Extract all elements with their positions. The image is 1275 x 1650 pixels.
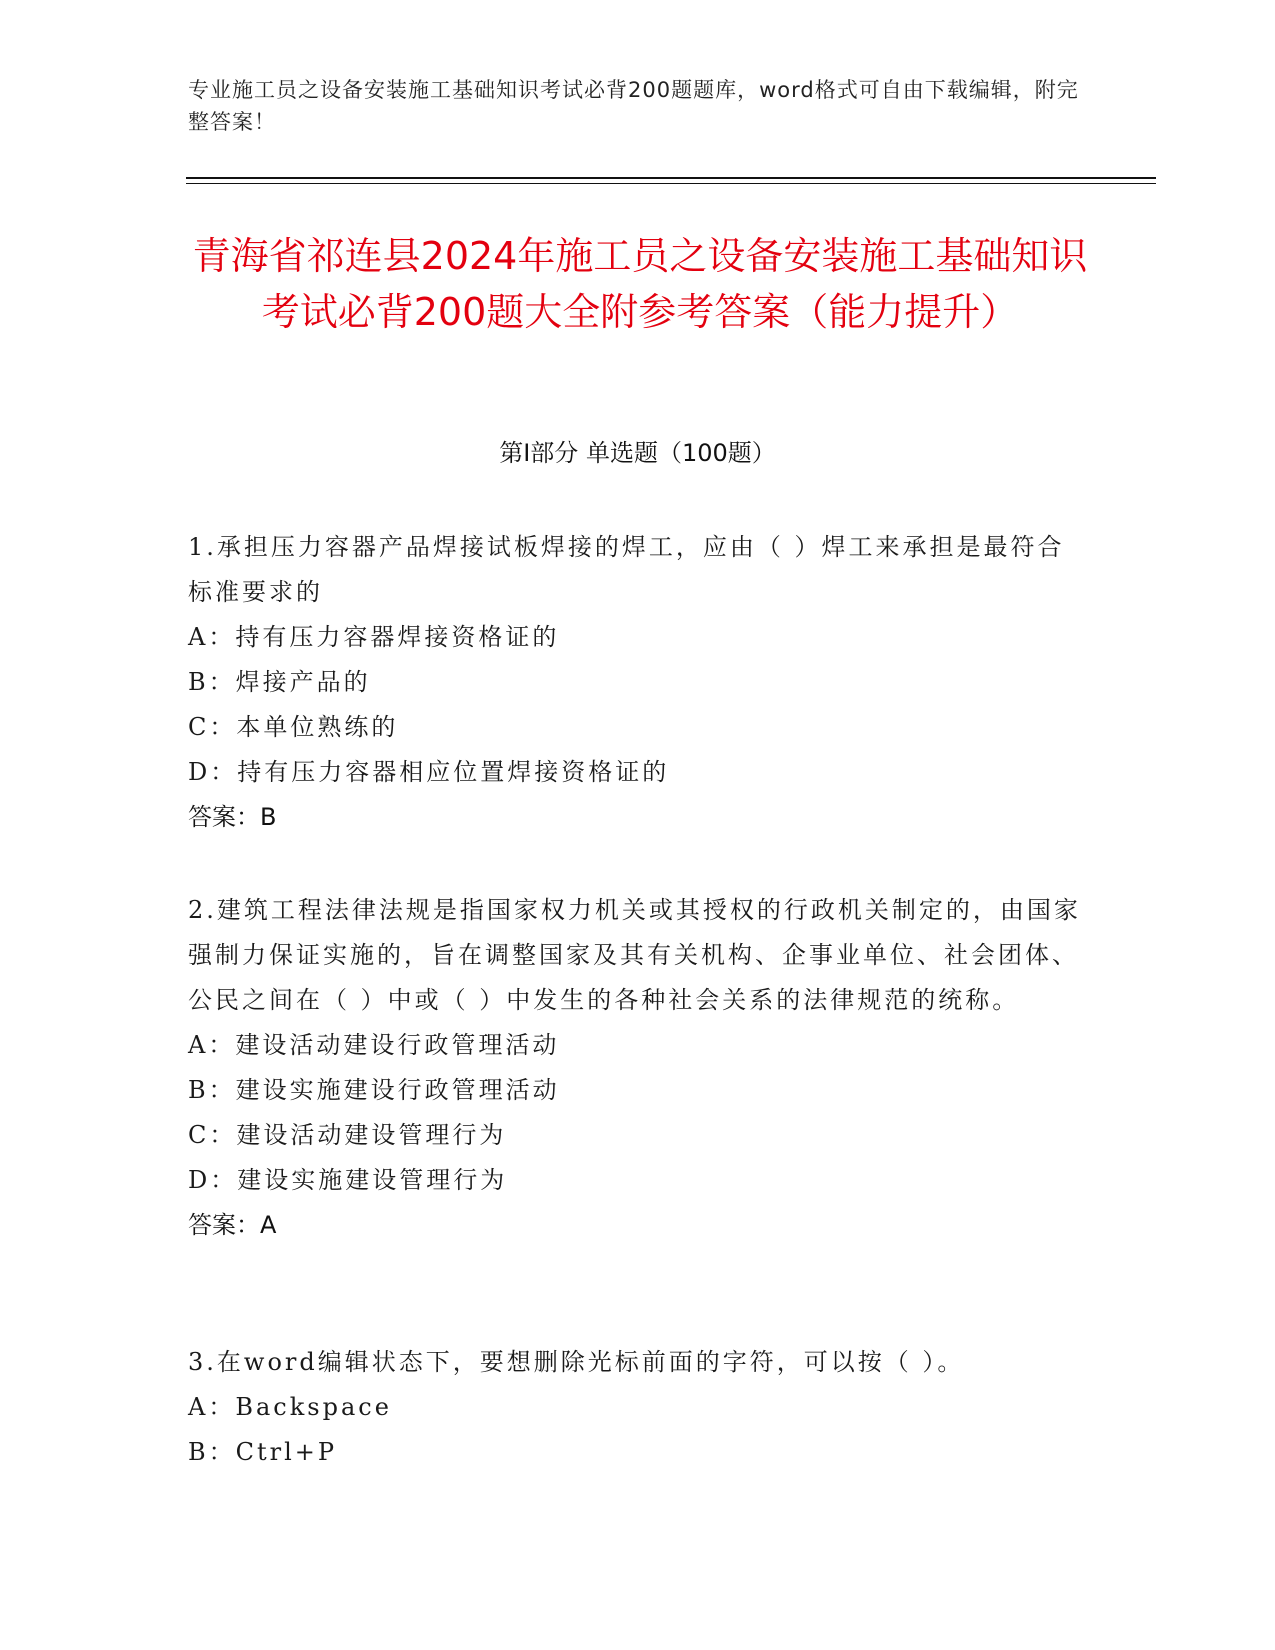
option-a: A：建设活动建设行政管理活动 xyxy=(188,1031,560,1059)
question-2 xyxy=(188,888,1088,1248)
header-rule-thin xyxy=(186,183,1156,184)
header-note: 专业施工员之设备安装施工基础知识考试必背200题题库，word格式可自由下载编辑，附完整答案！ xyxy=(188,78,1079,134)
question-stem: 2.建筑工程法律法规是指国家权力机关或其授权的行政机关制定的，由国家强制力保证实施的，旨在调整国家及其有关机构、企事业单位、社会团体、公民之间在（ ）中或（ ）中发生的各种社会关系的法律规范的统称。 xyxy=(188,896,1081,1014)
question-1 xyxy=(188,525,1088,840)
option-c: C：建设活动建设管理行为 xyxy=(188,1121,507,1149)
header-rule-thick xyxy=(186,177,1156,179)
option-b: B：焊接产品的 xyxy=(188,668,371,696)
option-c: C：本单位熟练的 xyxy=(188,713,399,741)
question-stem: 3.在word编辑状态下，要想删除光标前面的字符，可以按（ ）。 xyxy=(188,1348,965,1376)
question-stem: 1.承担压力容器产品焊接试板焊接的焊工，应由（ ）焊工来承担是最符合标准要求的 xyxy=(188,533,1065,606)
section-heading: 第I部分 单选题（100题） xyxy=(499,439,776,467)
option-d: D：持有压力容器相应位置焊接资格证的 xyxy=(188,758,670,786)
option-a: A：Backspace xyxy=(188,1393,392,1421)
question-answer: 答案：B xyxy=(188,803,277,831)
document-title: 青海省祁连县2024年施工员之设备安装施工基础知识考试必背200题大全附参考答案（能力提升） xyxy=(192,234,1088,334)
option-d: D：建设实施建设管理行为 xyxy=(188,1166,508,1194)
question-answer: 答案：A xyxy=(188,1211,277,1239)
option-b: B：建设实施建设行政管理活动 xyxy=(188,1076,560,1104)
option-b: B：Ctrl+P xyxy=(188,1438,338,1466)
question-3 xyxy=(188,1340,1088,1475)
option-a: A：持有压力容器焊接资格证的 xyxy=(188,623,560,651)
